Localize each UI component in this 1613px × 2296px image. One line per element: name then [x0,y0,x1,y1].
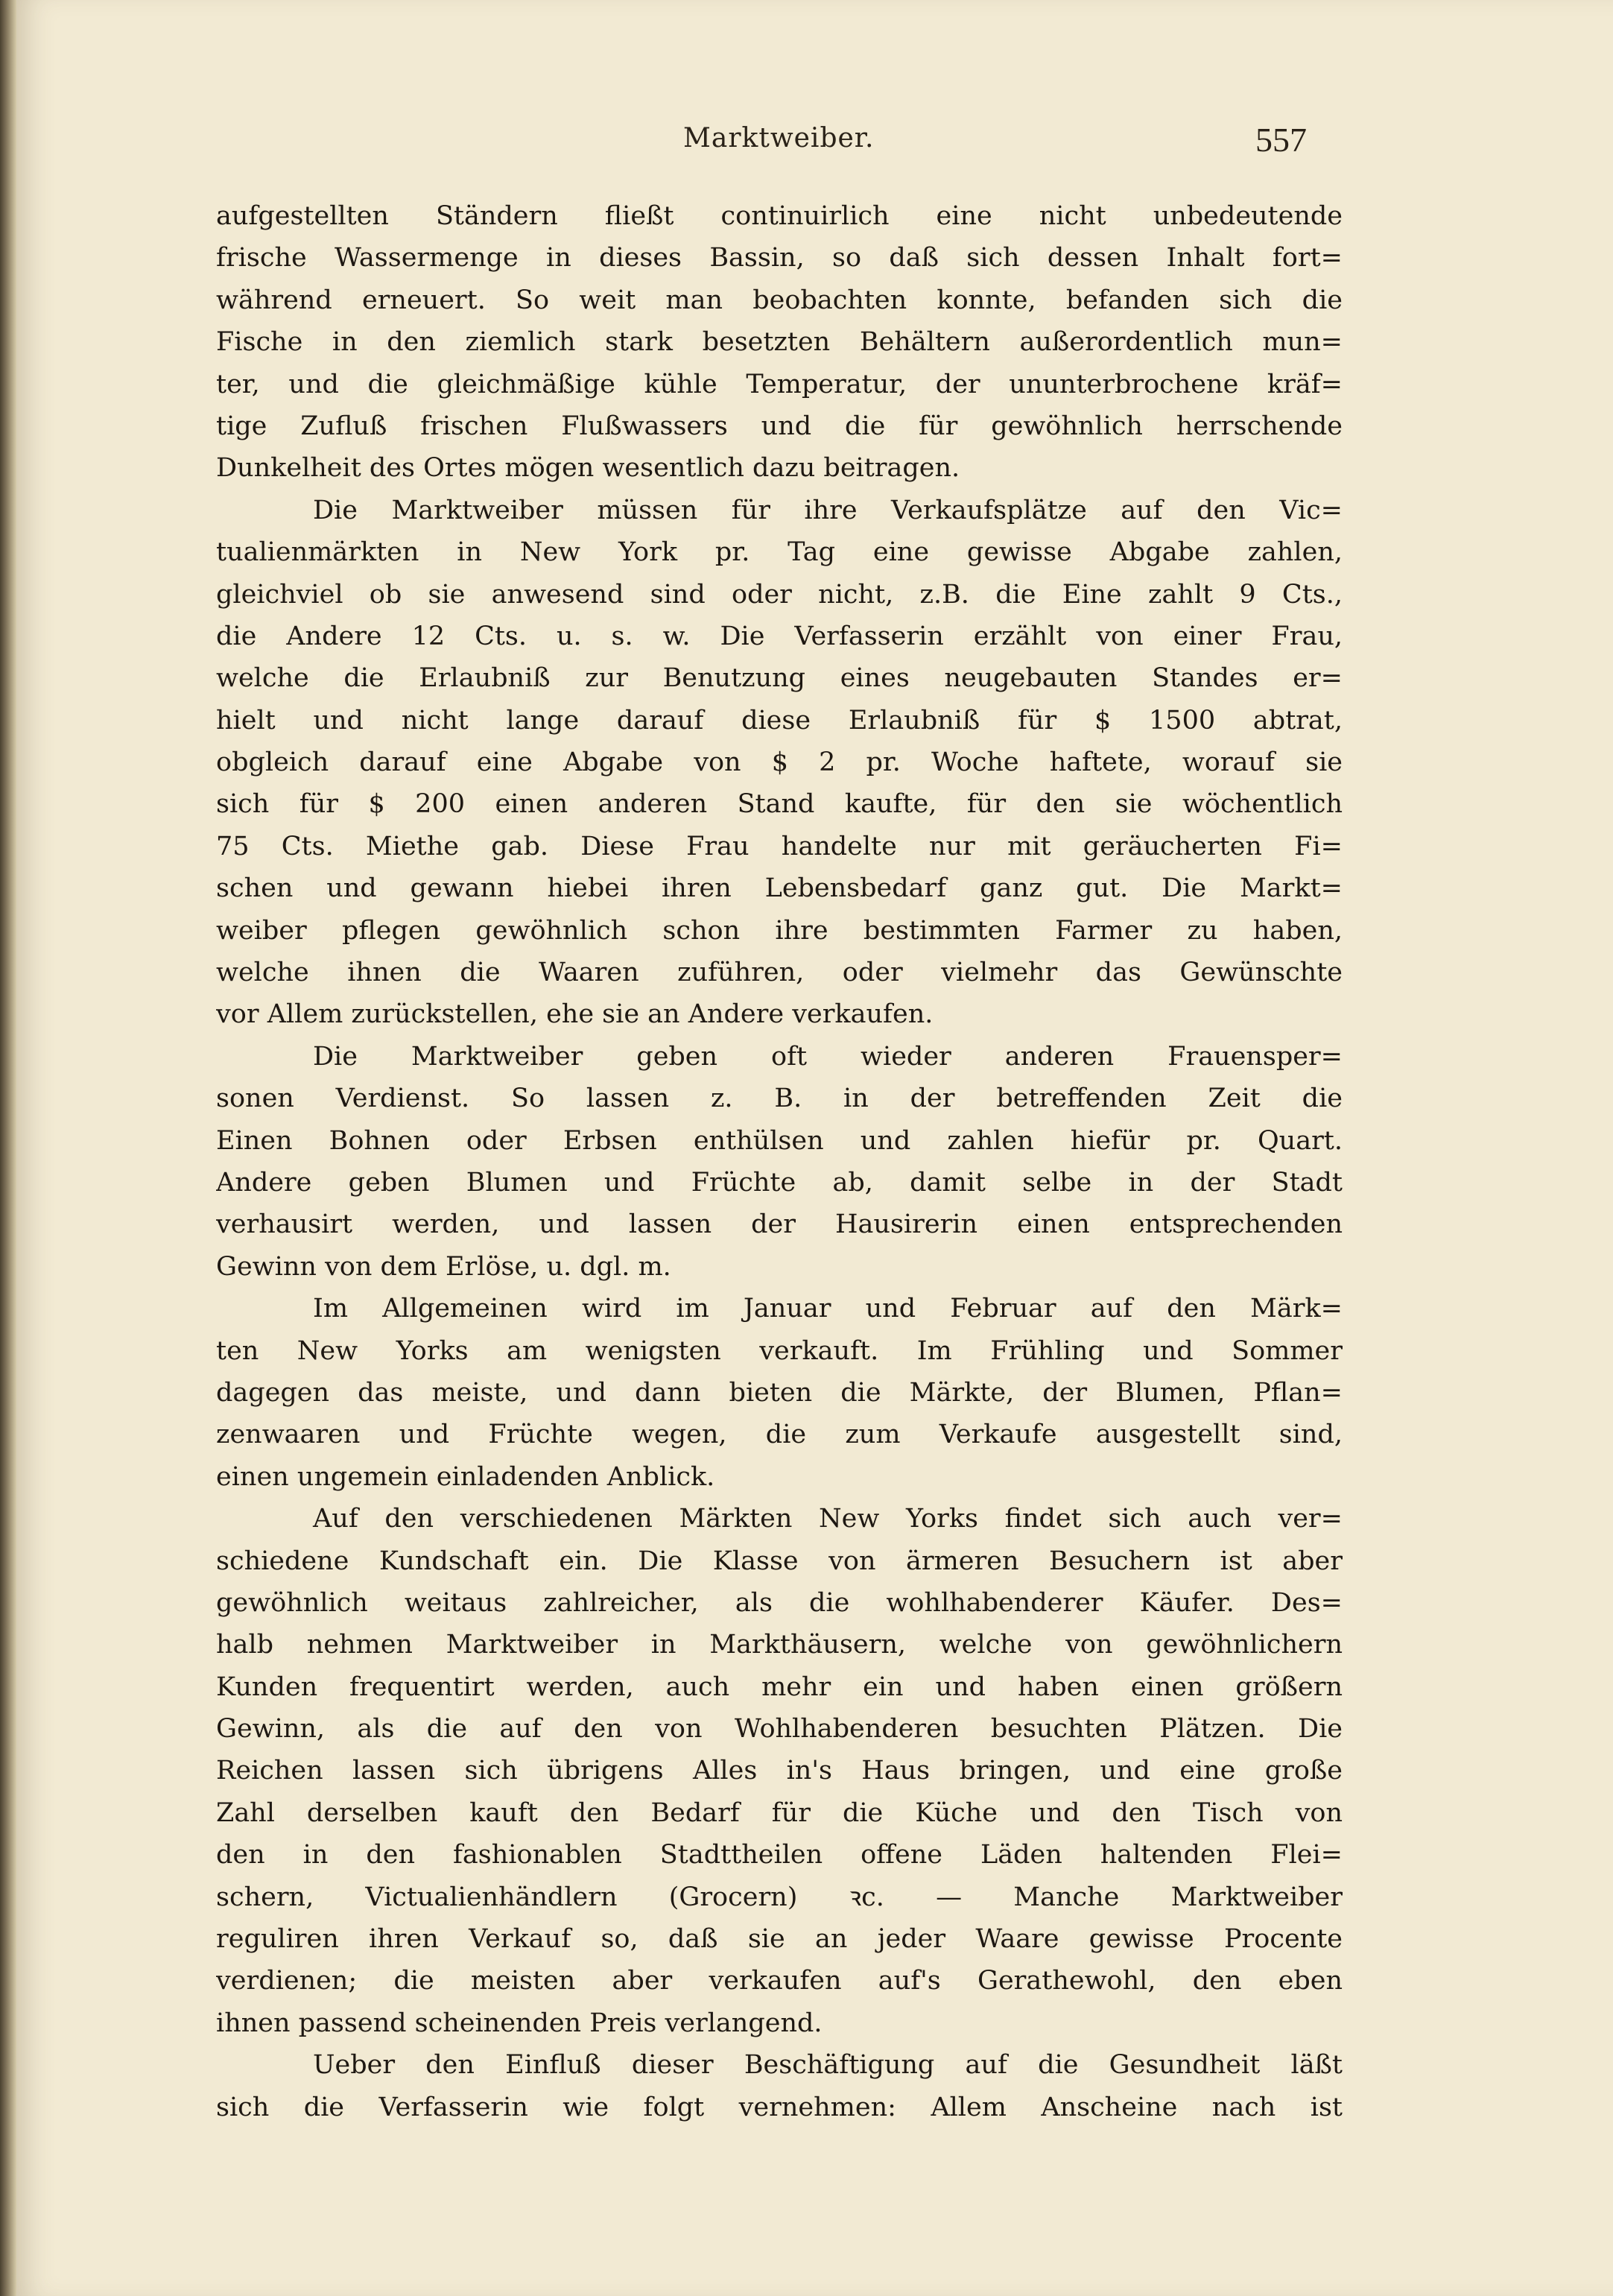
text-line: 75 Cts. Miethe gab. Diese Frau handelte nur mit geräucherten Fi= [216,831,1343,861]
body-text [216,195,1343,2128]
text-line: weiber pflegen gewöhnlich schon ihre bestimmten Farmer zu haben, [216,915,1343,946]
text-line: Gewinn, als die auf den von Wohlhabenderen besuchten Plätzen. Die [216,1714,1343,1745]
book-binding-edge [0,0,16,2296]
text-line: Andere geben Blumen und Früchte ab, damit selbe in der Stadt [216,1167,1343,1198]
text-line: verdienen; die meisten aber verkaufen auf's Gerathewohl, den eben [216,1966,1343,1996]
paragraph-5 [216,1498,1343,2044]
text-line: Die Marktweiber geben oft wieder anderen Frauensper= [313,1041,1343,1072]
paragraph-1 [216,195,1343,490]
page-number: 557 [1255,121,1307,159]
page-header [16,123,1613,168]
running-title: Marktweiber. [683,123,875,154]
text-line: tualienmärkten in New York pr. Tag eine gewisse Abgabe zahlen, [216,537,1343,568]
text-line: welche ihnen die Waaren zuführen, oder vielmehr das Gewünschte [216,958,1343,988]
text-line: Dunkelheit des Ortes mögen wesentlich dazu beitragen. [216,453,960,484]
text-line: während erneuert. So weit man beobachten konnte, befanden sich die [216,285,1343,315]
text-line: vor Allem zurückstellen, ehe sie an Andere verkaufen. [216,999,934,1030]
text-line: den in den fashionablen Stadttheilen offene Läden haltenden Flei= [216,1840,1343,1870]
text-line: Gewinn von dem Erlöse, u. dgl. m. [216,1251,671,1282]
paragraph-6 [216,2044,1343,2128]
text-line: gleichviel ob sie anwesend sind oder nicht, z.B. die Eine zahlt 9 Cts., [216,579,1343,610]
text-line: Ueber den Einfluß dieser Beschäftigung auf die Gesundheit läßt [313,2050,1343,2081]
text-line: welche die Erlaubniß zur Benutzung eines neugebauten Standes er= [216,663,1343,694]
text-line: Im Allgemeinen wird im Januar und Februar auf den Märk= [313,1294,1343,1324]
text-line: tige Zufluß frischen Flußwassers und die für gewöhnlich herrschende [216,411,1343,441]
text-line: Reichen lassen sich übrigens Alles in's Haus bringen, und eine große [216,1756,1343,1786]
text-line: die Andere 12 Cts. u. s. w. Die Verfasserin erzählt von einer Frau, [216,621,1343,651]
text-line: ter, und die gleichmäßige kühle Temperatur, der ununterbrochene kräf= [216,369,1343,399]
text-line: hielt und nicht lange darauf diese Erlaubniß für $ 1500 abtrat, [216,705,1343,736]
text-line: Einen Bohnen oder Erbsen enthülsen und zahlen hiefür pr. Quart. [216,1125,1343,1156]
text-line: Fische in den ziemlich stark besetzten Behältern außerordentlich mun= [216,327,1343,358]
paragraph-4 [216,1288,1343,1498]
text-line: schern, Victualienhändlern (Grocern) ꝛc. — Manche Marktweiber [216,1882,1343,1912]
text-line: frische Wassermenge in dieses Bassin, so daß sich dessen Inhalt fort= [216,243,1343,273]
text-line: sich für $ 200 einen anderen Stand kaufte, für den sie wöchentlich [216,789,1343,820]
text-line: Die Marktweiber müssen für ihre Verkaufsplätze auf den Vic= [313,495,1343,525]
text-line: gewöhnlich weitaus zahlreicher, als die wohlhabenderer Käufer. Des= [216,1587,1343,1618]
text-line: schen und gewann hiebei ihren Lebensbedarf ganz gut. Die Markt= [216,873,1343,904]
text-line: ihnen passend scheinenden Preis verlangend. [216,2008,823,2038]
text-line: einen ungemein einladenden Anblick. [216,1461,715,1492]
text-line: schiedene Kundschaft ein. Die Klasse von ärmeren Besuchern ist aber [216,1546,1343,1576]
text-line: obgleich darauf eine Abgabe von $ 2 pr. Woche haftete, worauf sie [216,747,1343,778]
text-line: Zahl derselben kauft den Bedarf für die Küche und den Tisch von [216,1797,1343,1828]
text-line: sich die Verfasserin wie folgt vernehmen: Allem Anscheine nach ist [216,2092,1343,2122]
text-line: ten New Yorks am wenigsten verkauft. Im Frühling und Sommer [216,1335,1343,1366]
book-page [16,0,1613,2296]
text-line: aufgestellten Ständern fließt continuirlich eine nicht unbedeutende [216,201,1343,231]
text-line: zenwaaren und Früchte wegen, die zum Verkaufe ausgestellt sind, [216,1420,1343,1450]
text-line: Kunden frequentirt werden, auch mehr ein und haben einen größern [216,1672,1343,1702]
paragraph-3 [216,1036,1343,1288]
text-line: halb nehmen Marktweiber in Markthäusern, welche von gewöhnlichern [216,1630,1343,1660]
text-line: sonen Verdienst. So lassen z. B. in der betreffenden Zeit die [216,1084,1343,1114]
text-line: Auf den verschiedenen Märkten New Yorks findet sich auch ver= [313,1504,1343,1534]
text-line: verhausirt werden, und lassen der Hausirerin einen entsprechenden [216,1209,1343,1240]
paragraph-2 [216,490,1343,1036]
text-line: dagegen das meiste, und dann bieten die Märkte, der Blumen, Pflan= [216,1377,1343,1408]
text-line: reguliren ihren Verkauf so, daß sie an jeder Waare gewisse Procente [216,1924,1343,1955]
